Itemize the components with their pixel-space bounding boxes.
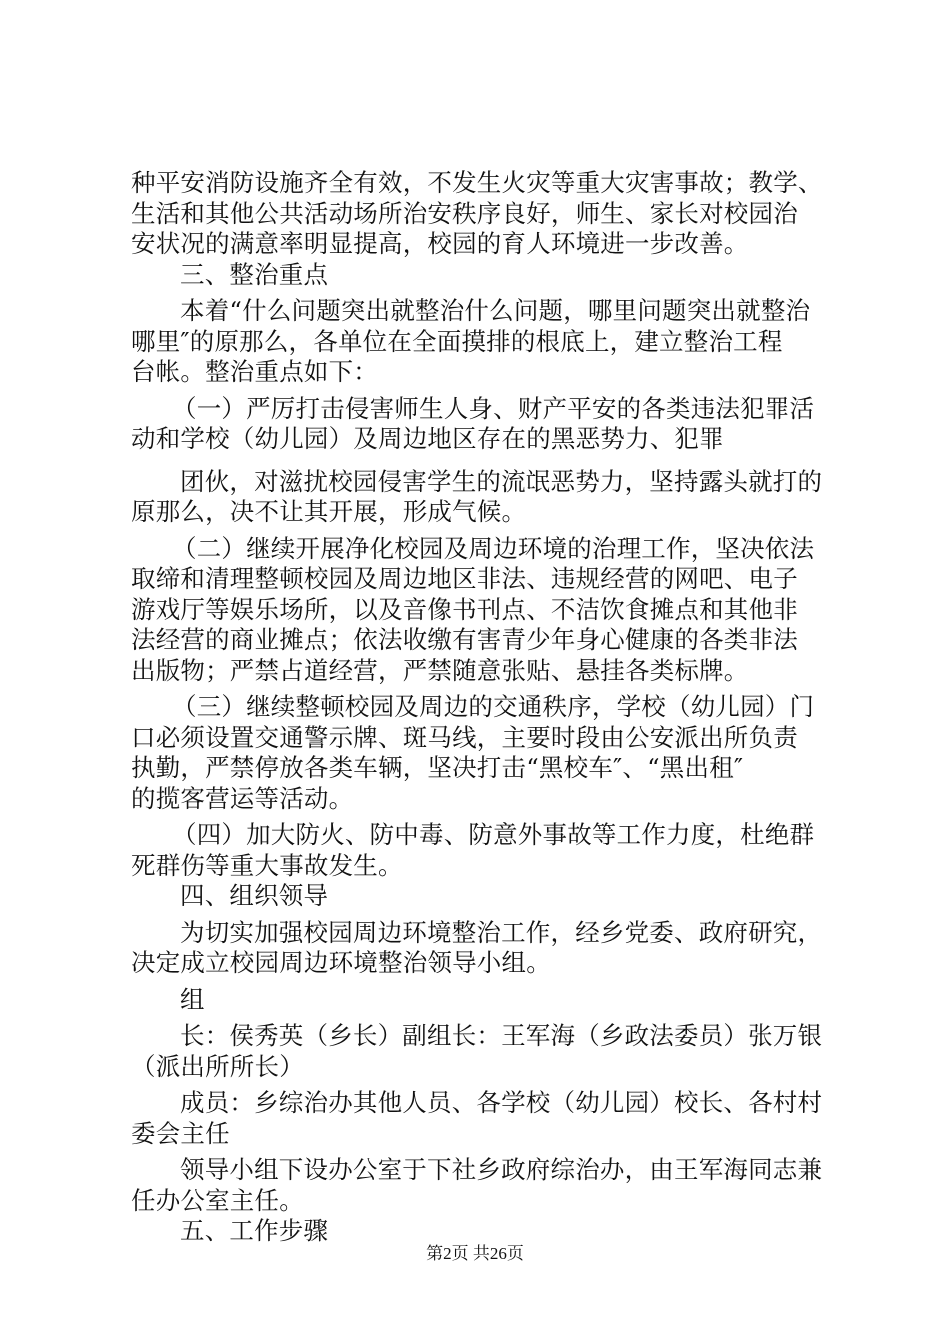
- section-heading: 四、组织领导: [180, 881, 329, 910]
- paragraph-line: （二）继续开展净化校园及周边环境的治理工作，坚决依法: [172, 533, 815, 563]
- paragraph-line: 委会主任: [131, 1118, 230, 1148]
- paragraph-line: 哪里″的原那么，各单位在全面摸排的根底上，建立整治工程: [131, 326, 783, 356]
- paragraph-line: 本着“什么问题突出就整治什么问题，哪里问题突出就整治: [180, 296, 811, 325]
- paragraph-line: 出版物；严禁占道经营，严禁随意张贴、悬挂各类标牌。: [131, 655, 749, 685]
- section-heading: 三、整治重点: [180, 259, 329, 289]
- page-number-footer: 第2页 共26页: [426, 1244, 524, 1263]
- paragraph-line: 原那么，决不让其开展，形成气候。: [131, 497, 527, 526]
- paragraph-line: 为切实加强校园周边环境整治工作，经乡党委、政府研究，: [180, 917, 823, 947]
- paragraph-line: 法经营的商业摊点；依法收缴有害青少年身心健康的各类非法: [131, 625, 798, 654]
- paragraph-line: 生活和其他公共活动场所治安秩序良好，师生、家长对校园治: [131, 198, 798, 228]
- paragraph-line: （四）加大防火、防中毒、防意外事故等工作力度，杜绝群: [172, 820, 815, 849]
- section-heading: 五、工作步骤: [180, 1216, 329, 1245]
- paragraph-line: 领导小组下设办公室于下社乡政府综治办，由王军海同志兼: [180, 1155, 823, 1184]
- paragraph-line: 的揽客营运等活动。: [131, 783, 354, 813]
- paragraph-line: 死群伤等重大事故发生。: [131, 850, 403, 880]
- paragraph-line: 任办公室主任。: [131, 1185, 304, 1215]
- paragraph-line: 成员：乡综治办其他人员、各学校（幼儿园）校长、各村村: [180, 1088, 823, 1117]
- paragraph-line: 取缔和清理整顿校园及周边地区非法、违规经营的网吧、电子: [131, 564, 798, 593]
- paragraph-line: （三）继续整顿校园及周边的交通秩序，学校（幼儿园）门: [172, 692, 815, 721]
- paragraph-line: 安状况的满意率明显提高，校园的育人环境进一步改善。: [131, 229, 749, 258]
- paragraph-line: （一）严厉打击侵害师生人身、财产平安的各类违法犯罪活: [172, 393, 815, 423]
- paragraph-line: 动和学校（幼儿园）及周边地区存在的黑恶势力、犯罪: [131, 424, 724, 453]
- paragraph-line: 团伙，对滋扰校园侵害学生的流氓恶势力，坚持露头就打的: [180, 466, 823, 496]
- paragraph-line: （派出所所长）: [131, 1051, 304, 1081]
- paragraph-line: 执勤，严禁停放各类车辆，坚决打击“黑校车″、“黑出租″: [131, 753, 744, 782]
- paragraph-line: 游戏厅等娱乐场所，以及音像书刊点、不洁饮食摊点和其他非: [131, 594, 798, 624]
- paragraph-line: 决定成立校园周边环境整治领导小组。: [131, 948, 551, 977]
- paragraph-line: 种平安消防设施齐全有效，不发生火灾等重大灾害事故；教学、: [131, 168, 823, 197]
- paragraph-line: 口必须设置交通警示牌、斑马线，主要时段由公安派出所负责: [131, 722, 798, 752]
- paragraph-line: 组: [180, 984, 205, 1014]
- paragraph-line: 长：侯秀英（乡长）副组长：王军海（乡政法委员）张万银: [180, 1021, 823, 1050]
- paragraph-line: 台帐。整治重点如下：: [131, 357, 378, 386]
- document-body: [131, 168, 831, 1247]
